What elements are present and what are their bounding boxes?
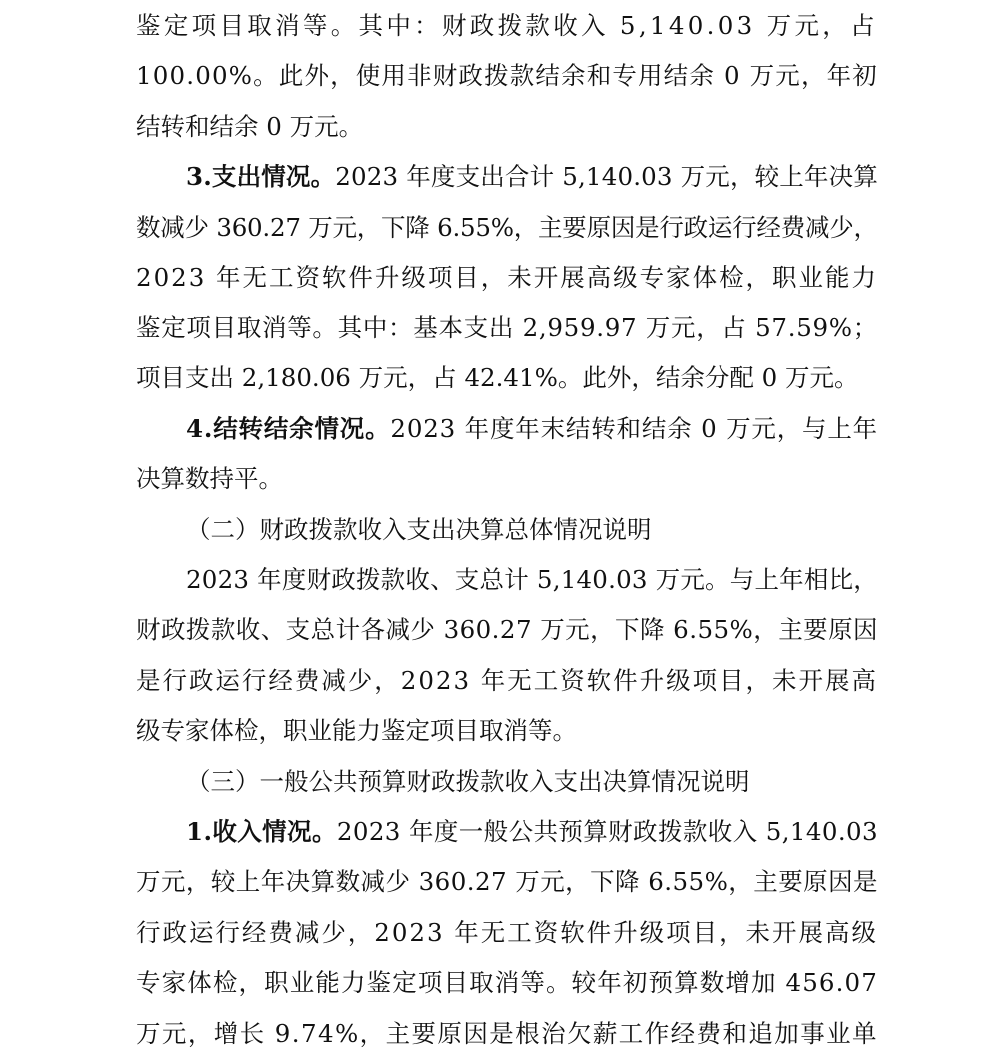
line-text: 万元，较上年决算数减少 360.27 万元，下降 6.55%，主要原因是 <box>136 867 878 896</box>
paragraph-line <box>136 258 878 298</box>
section-heading: 4.结转结余情况。 <box>186 414 391 443</box>
line-text: 2023 年无工资软件升级项目，未开展高级专家体检，职业能力 <box>136 263 878 292</box>
paragraph-line <box>186 560 878 600</box>
line-text: 行政运行经费减少，2023 年无工资软件升级项目，未开展高级 <box>136 918 878 947</box>
section-heading: 3.支出情况。 <box>186 162 336 191</box>
paragraph-line <box>136 56 878 96</box>
line-text: 100.00%。此外，使用非财政拨款结余和专用结余 0 万元，年初 <box>136 61 878 90</box>
line-text: 项目支出 2,180.06 万元，占 42.41%。此外，结余分配 0 万元。 <box>136 363 859 392</box>
line-text <box>186 409 878 449</box>
section-heading: 1.收入情况。 <box>186 817 337 846</box>
paragraph-line <box>136 208 878 248</box>
subsection-heading <box>186 510 652 550</box>
line-text: 是行政运行经费减少，2023 年无工资软件升级项目，未开展高 <box>136 666 878 695</box>
line-text: 专家体检，职业能力鉴定项目取消等。较年初预算数增加 456.07 <box>136 968 878 997</box>
paragraph-line <box>136 308 878 348</box>
heading-text: （三）一般公共预算财政拨款收入支出决算情况说明 <box>186 767 750 796</box>
heading-text: （二）财政拨款收入支出决算总体情况说明 <box>186 515 652 544</box>
paragraph-line <box>136 862 878 902</box>
line-text: 万元，增长 9.74%，主要原因是根治欠薪工作经费和追加事业单 <box>136 1019 878 1048</box>
line-text: 数减少 360.27 万元，下降 6.55%，主要原因是行政运行经费减少， <box>136 213 878 242</box>
section-text: 2023 年度支出合计 5,140.03 万元，较上年决算 <box>335 162 878 191</box>
line-text: 结转和结余 0 万元。 <box>136 112 364 141</box>
paragraph-line <box>136 610 878 650</box>
paragraph-line <box>186 157 878 197</box>
paragraph-line <box>136 711 577 751</box>
paragraph-line <box>136 1014 878 1054</box>
paragraph-line <box>136 963 878 1003</box>
line-text: 鉴定项目取消等。其中：基本支出 2,959.97 万元，占 57.59%； <box>136 313 878 342</box>
paragraph-line <box>136 6 878 46</box>
paragraph-line <box>136 913 878 953</box>
paragraph-line <box>136 107 363 147</box>
subsection-heading <box>186 762 750 802</box>
line-text: 财政拨款收、支总计各减少 360.27 万元，下降 6.55%，主要原因 <box>136 615 878 644</box>
paragraph-line <box>136 358 859 398</box>
line-text: 级专家体检，职业能力鉴定项目取消等。 <box>136 716 577 745</box>
paragraph-line <box>136 459 283 499</box>
line-text <box>186 812 878 852</box>
line-text <box>186 157 878 197</box>
section-text: 2023 年度年末结转和结余 0 万元，与上年 <box>390 414 878 443</box>
paragraph-line <box>136 661 878 701</box>
line-text: 决算数持平。 <box>136 464 283 493</box>
section-text: 2023 年度一般公共预算财政拨款收入 5,140.03 <box>336 817 878 846</box>
line-text: 鉴定项目取消等。其中：财政拨款收入 5,140.03 万元，占 <box>136 11 878 40</box>
line-text: 2023 年度财政拨款收、支总计 5,140.03 万元。与上年相比， <box>186 565 878 594</box>
paragraph-line <box>186 409 878 449</box>
paragraph-line <box>186 812 878 852</box>
